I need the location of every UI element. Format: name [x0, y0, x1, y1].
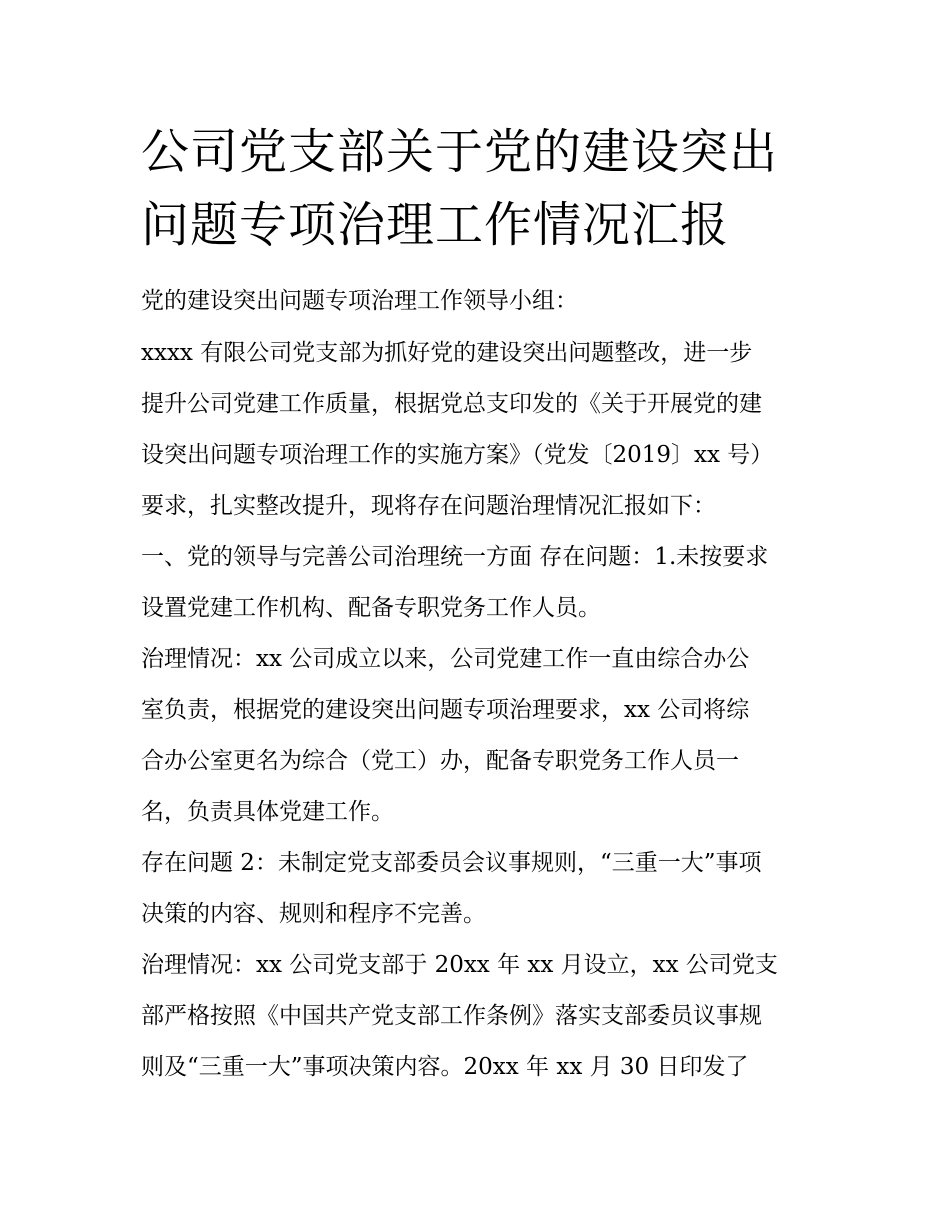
paragraph-line: 室负责，根据党的建设突出问题专项治理要求，xx 公司将综 — [141, 697, 750, 723]
paragraph-line: 合办公室更名为综合（党工）办，配备专职党务工作人员一 — [141, 748, 739, 774]
paragraph-line: 部严格按照《中国共产党支部工作条例》落实支部委员议事规 — [141, 1003, 762, 1029]
paragraph-line: 治理情况：xx 公司成立以来，公司党建工作一直由综合办公 — [141, 646, 750, 672]
paragraph-line: 存在问题 2：未制定党支部委员会议事规则，“三重一大”事项 — [141, 850, 762, 876]
paragraph-line: 设突出问题专项治理工作的实施方案》（党发〔2019〕xx 号） — [141, 442, 774, 468]
document-title — [141, 116, 821, 262]
paragraph-line: 则及“三重一大”事项决策内容。20xx 年 xx 月 30 日印发了 — [141, 1054, 749, 1080]
paragraph-line: xxxx 有限公司党支部为抓好党的建设突出问题整改，进一步 — [141, 340, 753, 366]
paragraph-line: 名，负责具体党建工作。 — [141, 799, 394, 825]
paragraph-line: 提升公司党建工作质量，根据党总支印发的《关于开展党的建 — [141, 391, 762, 417]
salutation-line: 党的建设突出问题专项治理工作领导小组： — [141, 288, 578, 314]
paragraph-line: 决策的内容、规则和程序不完善。 — [141, 901, 486, 927]
paragraph-line: 一、党的领导与完善公司治理统一方面 存在问题：1.未按要求 — [141, 544, 769, 570]
title-line-1: 公司党支部关于党的建设突出 — [141, 124, 779, 180]
paragraph-line: 治理情况：xx 公司党支部于 20xx 年 xx 月设立，xx 公司党支 — [141, 952, 778, 978]
title-line-2: 问题专项治理工作情况汇报 — [141, 197, 730, 253]
paragraph-line: 要求，扎实整改提升，现将存在问题治理情况汇报如下： — [141, 493, 716, 519]
paragraph-line: 设置党建工作机构、配备专职党务工作人员。 — [141, 595, 601, 621]
